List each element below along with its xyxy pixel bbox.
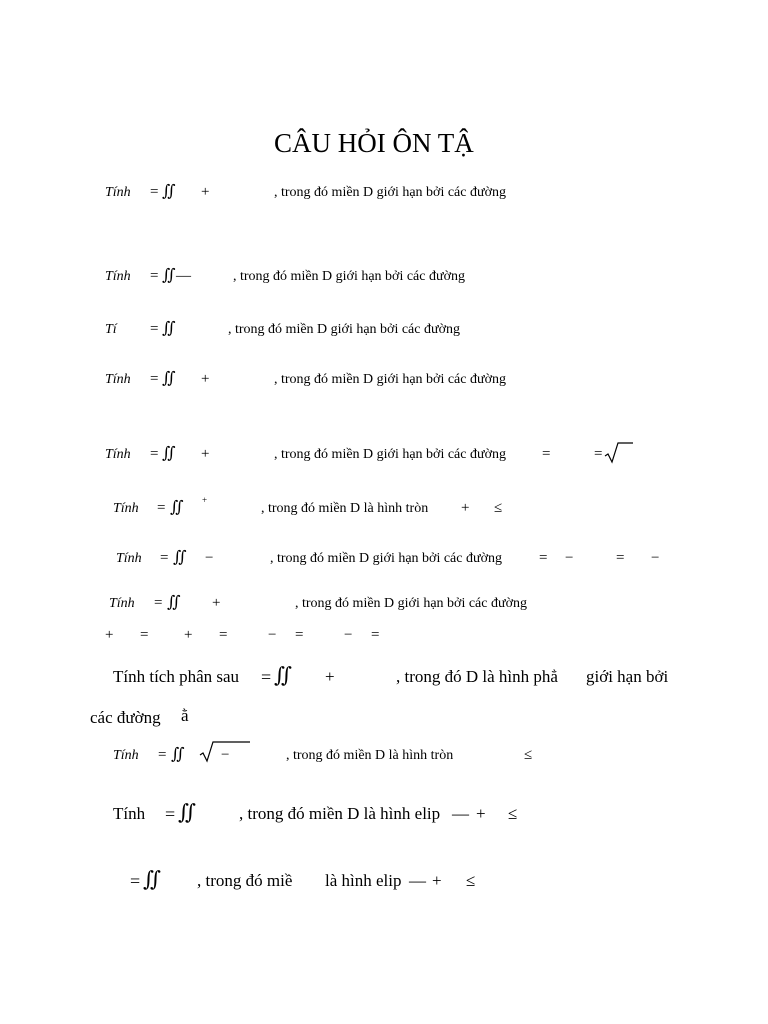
equals-sign: =	[165, 804, 176, 824]
minus-sign: −	[205, 550, 214, 566]
plus-sign: +	[476, 804, 486, 823]
question-label: Tính	[105, 372, 131, 387]
equals-sign: =	[157, 500, 166, 516]
equals-sign: =	[150, 371, 159, 387]
minus-sign: −	[651, 550, 660, 566]
question-label: Tí	[105, 322, 117, 337]
equals-sign: =	[594, 446, 603, 462]
less-equal-sign: ≤	[466, 871, 476, 890]
equals-sign: =	[542, 446, 551, 462]
double-integral-sign: ∬	[162, 445, 176, 462]
question-text: , trong đó miề	[197, 871, 293, 890]
equals-sign: =	[616, 550, 625, 566]
plus-sign: +	[461, 500, 470, 516]
equals-sign: =	[154, 595, 163, 611]
double-integral-sign: ∬	[274, 663, 292, 687]
minus-sign: −	[268, 627, 277, 643]
equals-sign: =	[219, 627, 228, 643]
double-integral-sign: ∬	[162, 320, 176, 337]
question-text: , trong đó miền D giới hạn bởi các đường	[274, 372, 506, 387]
less-equal-sign: ≤	[524, 747, 533, 763]
minus-sign: −	[344, 627, 353, 643]
question-text: , trong đó D là hình phẳ	[396, 667, 558, 686]
plus-sign: +	[201, 184, 210, 200]
question-text: các đường	[90, 708, 161, 727]
question-text: , trong đó miền D là hình tròn	[261, 501, 429, 516]
plus-sign: +	[325, 667, 335, 686]
question-text: , trong đó miền D là hình elip	[239, 804, 441, 823]
plus-sign: +	[201, 446, 210, 462]
question-label: Tính	[105, 269, 131, 284]
double-integral-sign: ∬	[162, 267, 176, 284]
double-integral-sign: ∬	[162, 370, 176, 387]
double-integral-sign: ∬	[178, 800, 196, 824]
question-text: , trong đó miền D giới hạn bởi các đường	[274, 185, 506, 200]
fraction-bar: —	[452, 804, 469, 823]
equals-sign: =	[539, 550, 548, 566]
equals-sign: =	[261, 667, 272, 687]
equals-sign: =	[371, 627, 380, 643]
fraction-bar: —	[176, 268, 191, 284]
question-label: Tính	[113, 804, 146, 823]
question-text: , trong đó miền D giới hạn bởi các đường	[228, 322, 460, 337]
plus-sign: +	[432, 871, 442, 890]
plus-sign: +	[184, 627, 193, 643]
plus-sign: +	[212, 595, 221, 611]
question-label: Tính tích phân sau	[113, 667, 240, 686]
question-text: , trong đó miền D giới hạn bởi các đường	[270, 551, 502, 566]
question-label: Tính	[105, 185, 131, 200]
question-label: Tính	[116, 551, 142, 566]
double-integral-sign: ∬	[170, 499, 184, 516]
fraction-bar: —	[409, 871, 426, 890]
square-root-icon	[604, 441, 634, 465]
question-text-continued: giới hạn bởi	[586, 667, 669, 686]
question-text: , trong đó miền D giới hạn bởi các đường	[274, 447, 506, 462]
double-integral-sign: ∬	[162, 183, 176, 200]
question-text: , trong đó miền D giới hạn bởi các đường	[233, 269, 465, 284]
superscript-plus-sign: +	[202, 495, 208, 505]
less-equal-sign: ≤	[508, 804, 518, 823]
question-text: , trong đó miền D giới hạn bởi các đường	[295, 596, 527, 611]
equals-sign: =	[295, 627, 304, 643]
equals-sign: =	[160, 550, 169, 566]
minus-sign: −	[565, 550, 574, 566]
question-text-continued: là hình elip	[325, 871, 402, 890]
equals-sign: =	[150, 321, 159, 337]
equals-sign: =	[140, 627, 149, 643]
double-integral-sign: ∬	[143, 867, 161, 891]
double-integral-sign: ∬	[167, 594, 181, 611]
equals-sign: =	[150, 184, 159, 200]
plus-sign: +	[201, 371, 210, 387]
question-label: Tính	[113, 501, 139, 516]
question-text: , trong đó miền D là hình tròn	[286, 748, 454, 763]
double-integral-sign: ∬	[173, 549, 187, 566]
question-label: Tính	[105, 447, 131, 462]
equals-sign: =	[130, 871, 141, 891]
page-title: CÂU HỎI ÔN TẬ	[274, 128, 474, 158]
question-label: Tính	[113, 748, 139, 763]
question-text-fragment: ằ	[181, 706, 189, 725]
equals-sign: =	[158, 747, 167, 763]
equals-sign: =	[150, 446, 159, 462]
double-integral-sign: ∬	[171, 746, 185, 763]
minus-sign: −	[221, 747, 230, 763]
question-label: Tính	[109, 596, 135, 611]
less-equal-sign: ≤	[494, 500, 503, 516]
equals-sign: =	[150, 268, 159, 284]
plus-sign: +	[105, 627, 114, 643]
